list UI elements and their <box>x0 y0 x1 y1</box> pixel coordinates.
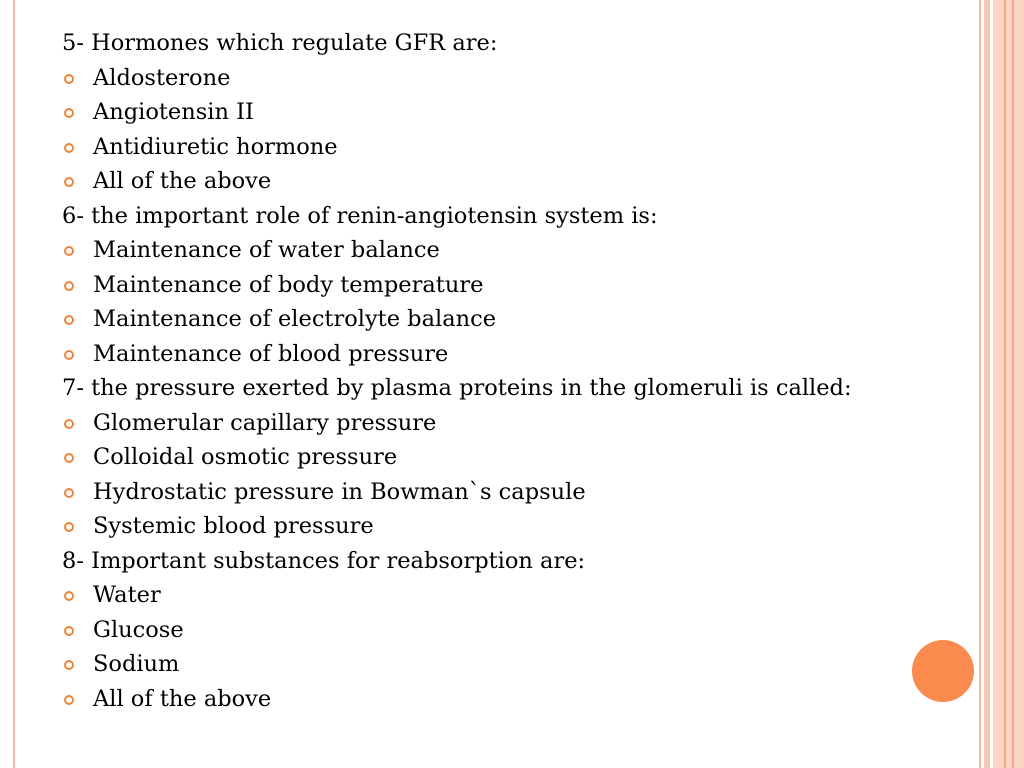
option-label: All of the above <box>93 685 272 712</box>
bullet-icon <box>64 108 74 118</box>
right-decorative-stripe <box>984 0 990 768</box>
left-decorative-line <box>13 0 15 768</box>
option-item <box>62 440 962 475</box>
option-item <box>62 302 962 337</box>
bullet-icon <box>64 695 74 705</box>
bullet-icon <box>64 591 74 601</box>
option-label: Glomerular capillary pressure <box>93 409 437 436</box>
bullet-icon <box>64 281 74 291</box>
option-item <box>62 509 962 544</box>
bullet-icon <box>64 660 74 670</box>
option-item <box>62 130 962 165</box>
option-item <box>62 682 962 717</box>
question-title: 5- Hormones which regulate GFR are: <box>62 30 498 56</box>
bullet-icon <box>64 350 74 360</box>
right-decorative-line <box>1004 0 1006 768</box>
option-label: Colloidal osmotic pressure <box>93 444 398 470</box>
option-item <box>62 578 962 613</box>
bullet-icon <box>64 177 74 187</box>
option-item <box>62 95 962 130</box>
bullet-icon <box>64 488 74 498</box>
bullet-icon <box>64 315 74 325</box>
bullet-icon <box>64 626 74 636</box>
bullet-icon <box>64 522 74 532</box>
option-label: Systemic blood pressure <box>93 513 374 539</box>
option-label: Hydrostatic pressure in Bowman`s capsule <box>93 478 586 505</box>
option-label: Angiotensin II <box>93 99 254 125</box>
option-item <box>62 164 962 199</box>
right-decorative-line <box>979 0 981 768</box>
option-label: Maintenance of water balance <box>93 237 440 263</box>
option-label: Aldosterone <box>93 64 231 91</box>
option-label: Maintenance of electrolyte balance <box>93 306 497 332</box>
right-decorative-band <box>993 0 1024 768</box>
bullet-icon <box>64 74 74 84</box>
option-item <box>62 475 962 510</box>
bullet-icon <box>64 419 74 429</box>
right-decorative-line <box>1012 0 1014 768</box>
question-title: 8- Important substances for reabsorption are: <box>62 547 586 574</box>
option-item <box>62 233 962 268</box>
option-item <box>62 61 962 96</box>
slide-content <box>62 26 962 716</box>
option-item <box>62 268 962 303</box>
option-label: Maintenance of blood pressure <box>93 340 449 367</box>
option-item <box>62 613 962 648</box>
bullet-icon <box>64 453 74 463</box>
question-title: 7- the pressure exerted by plasma proteins in the glomeruli is called: <box>62 375 852 401</box>
option-label: Sodium <box>93 651 180 677</box>
option-label: Maintenance of body temperature <box>93 271 484 298</box>
question-title: 6- the important role of renin-angiotensin system is: <box>62 202 658 229</box>
option-label: Water <box>93 582 161 608</box>
option-label: Glucose <box>93 616 184 643</box>
option-item <box>62 337 962 372</box>
option-label: Antidiuretic hormone <box>93 133 338 160</box>
bullet-icon <box>64 246 74 256</box>
option-label: All of the above <box>93 168 272 194</box>
option-item <box>62 406 962 441</box>
option-item <box>62 647 962 682</box>
bullet-icon <box>64 143 74 153</box>
